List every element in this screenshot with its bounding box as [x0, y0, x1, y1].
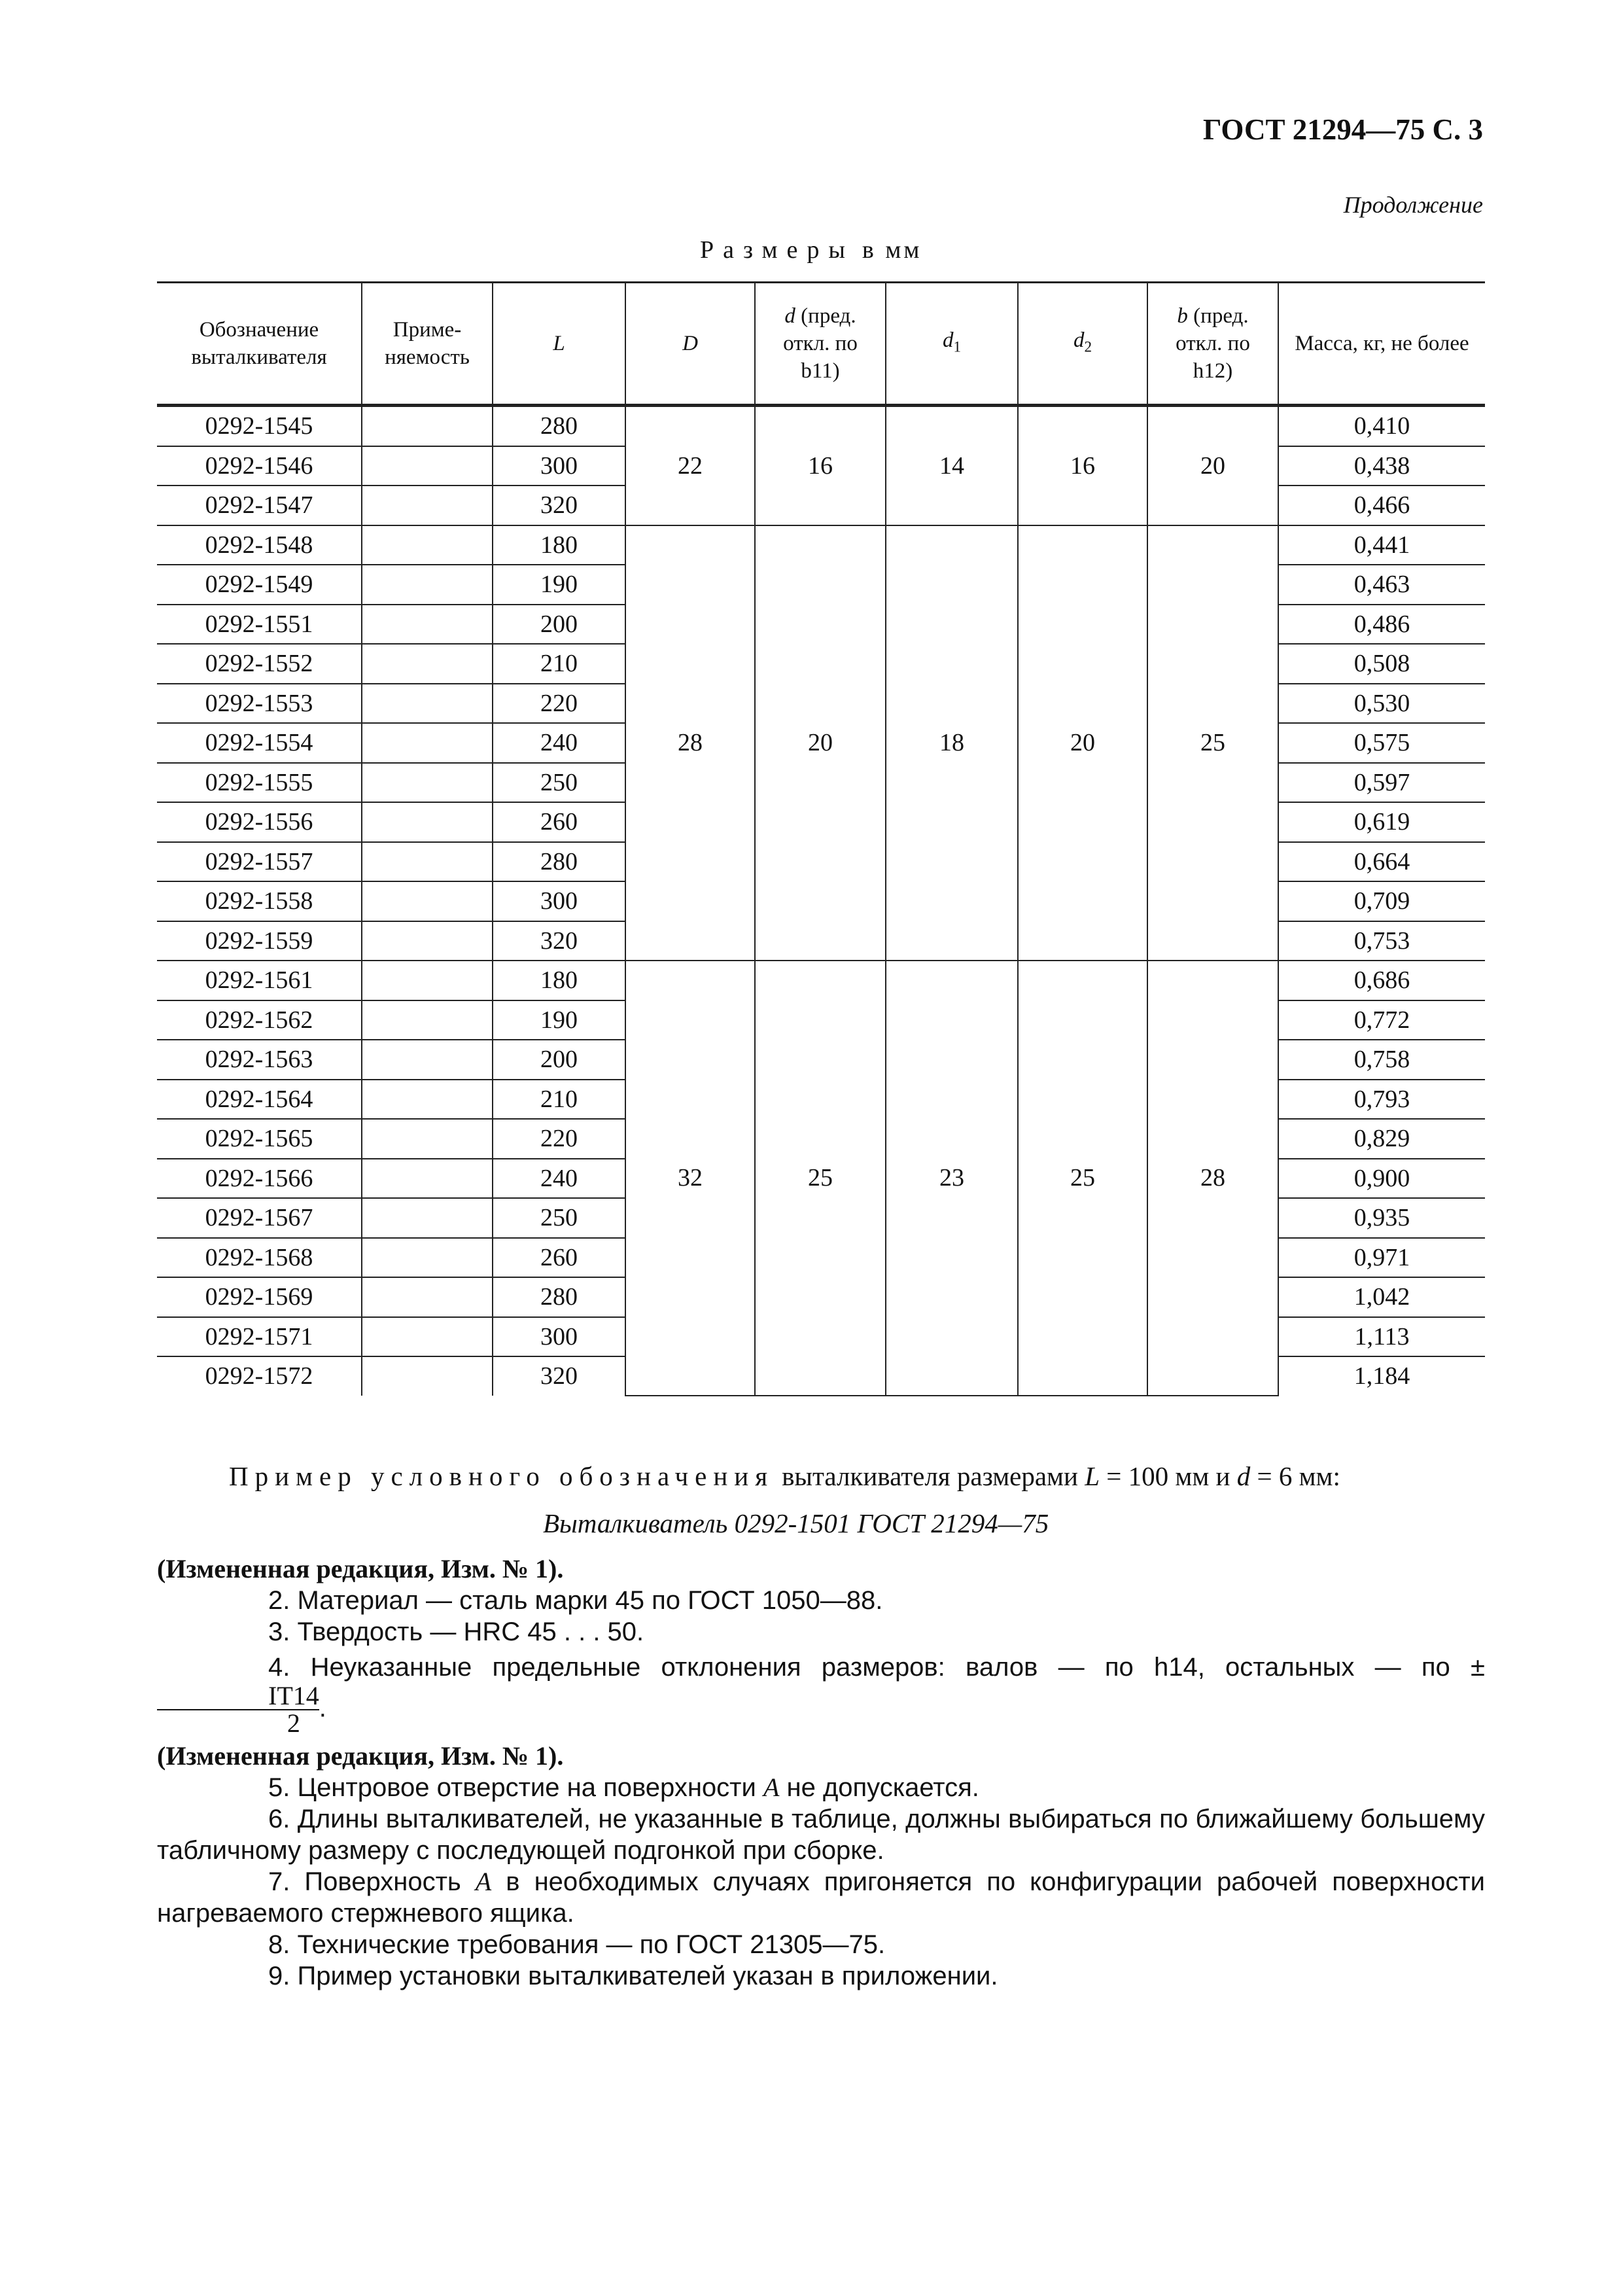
- cell-L: 250: [493, 763, 625, 803]
- cell-L: 320: [493, 1356, 625, 1396]
- document-reference: ГОСТ 21294—75 С. 3: [1202, 113, 1483, 146]
- cell-L: 220: [493, 1119, 625, 1159]
- table-body: [157, 406, 1485, 1396]
- cell-designation: 0292-1552: [157, 644, 362, 684]
- cell-designation: 0292-1558: [157, 881, 362, 921]
- cell-L: 260: [493, 1238, 625, 1278]
- cell-designation: 0292-1556: [157, 802, 362, 842]
- cell-applicability: [362, 723, 493, 763]
- cell-mass: 1,113: [1278, 1317, 1485, 1357]
- note-3: 3. Твердость — HRC 45 . . . 50.: [268, 1617, 644, 1646]
- note-6: 6. Длины выталкивателей, не указанные в таблице, должны выбираться по ближайшему большему табличному размеру с последующей подгонкой при сборке.: [157, 1805, 1485, 1865]
- header-d2: $d_2$: [1018, 283, 1147, 406]
- cell-applicability: [362, 644, 493, 684]
- table-header-row: [157, 283, 1485, 406]
- cell-mass: 0,530: [1278, 684, 1485, 724]
- cell-D: 22: [625, 406, 755, 525]
- cell-L: 200: [493, 1040, 625, 1080]
- cell-designation: 0292-1569: [157, 1277, 362, 1317]
- cell-L: 240: [493, 1159, 625, 1199]
- cell-applicability: [362, 1040, 493, 1080]
- cell-mass: 0,686: [1278, 961, 1485, 1000]
- note-5: 5. Центровое отверстие на поверхности A не допускается.: [268, 1773, 979, 1802]
- cell-designation: 0292-1565: [157, 1119, 362, 1159]
- fraction-it14-2: $\frac{IT14}{2}$: [157, 1683, 319, 1737]
- cell-applicability: [362, 881, 493, 921]
- cell-mass: 0,753: [1278, 921, 1485, 961]
- cell-mass: 0,758: [1278, 1040, 1485, 1080]
- example-lead: Пример условного обозначения: [229, 1461, 775, 1491]
- cell-mass: 0,438: [1278, 446, 1485, 486]
- cell-L: 190: [493, 565, 625, 605]
- example-text-b: = 100 мм и: [1100, 1461, 1237, 1491]
- cell-designation: 0292-1545: [157, 406, 362, 446]
- cell-L: 260: [493, 802, 625, 842]
- header-L: L: [493, 283, 625, 406]
- cell-designation: 0292-1566: [157, 1159, 362, 1199]
- cell-mass: 0,793: [1278, 1080, 1485, 1120]
- cell-applicability: [362, 842, 493, 882]
- cell-mass: 0,597: [1278, 763, 1485, 803]
- cell-L: 200: [493, 605, 625, 645]
- cell-applicability: [362, 802, 493, 842]
- cell-designation: 0292-1549: [157, 565, 362, 605]
- cell-L: 280: [493, 1277, 625, 1317]
- header-b: b (пред. откл. по h12): [1147, 283, 1278, 406]
- cell-designation: 0292-1547: [157, 486, 362, 525]
- header-mass: Масса, кг, не более: [1278, 283, 1485, 406]
- cell-applicability: [362, 565, 493, 605]
- note-9: 9. Пример установки выталкивателей указан в приложении.: [268, 1962, 998, 1990]
- cell-mass: 0,508: [1278, 644, 1485, 684]
- cell-applicability: [362, 1198, 493, 1238]
- cell-mass: 0,486: [1278, 605, 1485, 645]
- cell-mass: 0,619: [1278, 802, 1485, 842]
- cell-L: 280: [493, 406, 625, 446]
- cell-applicability: [362, 605, 493, 645]
- cell-d: 25: [755, 961, 886, 1396]
- cell-D: 28: [625, 525, 755, 961]
- cell-designation: 0292-1554: [157, 723, 362, 763]
- cell-designation: 0292-1562: [157, 1000, 362, 1040]
- cell-mass: 0,664: [1278, 842, 1485, 882]
- cell-mass: 1,184: [1278, 1356, 1485, 1396]
- cell-L: 300: [493, 446, 625, 486]
- cell-mass: 0,575: [1278, 723, 1485, 763]
- cell-applicability: [362, 406, 493, 446]
- cell-d: 20: [755, 525, 886, 961]
- example-text-a: выталкивателя размерами: [782, 1461, 1085, 1491]
- header-designation: Обозначение выталкивателя: [157, 283, 362, 406]
- continuation-label: Продолжение: [1343, 192, 1483, 218]
- example-d: d: [1236, 1461, 1251, 1491]
- cell-mass: 0,772: [1278, 1000, 1485, 1040]
- cell-designation: 0292-1555: [157, 763, 362, 803]
- cell-designation: 0292-1553: [157, 684, 362, 724]
- cell-d1: 23: [886, 961, 1018, 1396]
- header-d: d (пред. откл. по b11): [755, 283, 886, 406]
- edit-note-1: (Измененная редакция, Изм. № 1).: [157, 1554, 564, 1583]
- note-2: 2. Материал — сталь марки 45 по ГОСТ 1050—88.: [268, 1586, 883, 1615]
- cell-mass: 0,829: [1278, 1119, 1485, 1159]
- cell-L: 250: [493, 1198, 625, 1238]
- cell-mass: 0,466: [1278, 486, 1485, 525]
- cell-mass: 0,463: [1278, 565, 1485, 605]
- cell-d2: 20: [1018, 525, 1147, 961]
- cell-applicability: [362, 1159, 493, 1199]
- cell-L: 280: [493, 842, 625, 882]
- cell-applicability: [362, 486, 493, 525]
- cell-designation: 0292-1559: [157, 921, 362, 961]
- cell-designation: 0292-1546: [157, 446, 362, 486]
- cell-applicability: [362, 1000, 493, 1040]
- example-L: L: [1085, 1461, 1100, 1491]
- cell-applicability: [362, 763, 493, 803]
- cell-L: 300: [493, 1317, 625, 1357]
- cell-applicability: [362, 1238, 493, 1278]
- note-4: 4. Неуказанные предельные отклонения размеров: валов — по h14, остальных — по ± $\frac{IT14}{2}$ .: [157, 1651, 1485, 1737]
- note-7: 7. Поверхность A в необходимых случаях пригоняется по конфигурации рабочей поверхности нагреваемого стержневого ящика.: [157, 1867, 1485, 1928]
- cell-D: 32: [625, 961, 755, 1396]
- cell-applicability: [362, 1277, 493, 1317]
- cell-d2: 16: [1018, 406, 1147, 525]
- cell-L: 300: [493, 881, 625, 921]
- cell-applicability: [362, 921, 493, 961]
- cell-b: 25: [1147, 525, 1278, 961]
- cell-L: 240: [493, 723, 625, 763]
- cell-applicability: [362, 446, 493, 486]
- table-row: [157, 961, 1485, 1000]
- cell-designation: 0292-1548: [157, 525, 362, 565]
- cell-designation: 0292-1568: [157, 1238, 362, 1278]
- cell-d: 16: [755, 406, 886, 525]
- cell-mass: 0,935: [1278, 1198, 1485, 1238]
- example-text-c: = 6 мм:: [1250, 1461, 1340, 1491]
- cell-mass: 0,410: [1278, 406, 1485, 446]
- cell-L: 210: [493, 644, 625, 684]
- cell-L: 210: [493, 1080, 625, 1120]
- edit-note-2: (Измененная редакция, Изм. № 1).: [157, 1741, 564, 1771]
- cell-designation: 0292-1561: [157, 961, 362, 1000]
- cell-b: 20: [1147, 406, 1278, 525]
- cell-designation: 0292-1551: [157, 605, 362, 645]
- header-d1: $d_1$: [886, 283, 1018, 406]
- header-D: D: [625, 283, 755, 406]
- cell-applicability: [362, 525, 493, 565]
- cell-applicability: [362, 1119, 493, 1159]
- cell-L: 320: [493, 486, 625, 525]
- notes-section: [157, 1553, 1485, 1992]
- cell-designation: 0292-1567: [157, 1198, 362, 1238]
- cell-mass: 0,441: [1278, 525, 1485, 565]
- cell-designation: 0292-1557: [157, 842, 362, 882]
- cell-d2: 25: [1018, 961, 1147, 1396]
- cell-applicability: [362, 1317, 493, 1357]
- cell-b: 28: [1147, 961, 1278, 1396]
- cell-applicability: [362, 1356, 493, 1396]
- dimensions-table: [157, 281, 1485, 1396]
- table-row: [157, 525, 1485, 565]
- cell-L: 190: [493, 1000, 625, 1040]
- example-designation: Выталкиватель 0292-1501 ГОСТ 21294—75: [543, 1508, 1049, 1538]
- cell-designation: 0292-1572: [157, 1356, 362, 1396]
- cell-mass: 0,709: [1278, 881, 1485, 921]
- header-applicability: Приме- няемость: [362, 283, 493, 406]
- cell-designation: 0292-1571: [157, 1317, 362, 1357]
- cell-d1: 14: [886, 406, 1018, 525]
- cell-applicability: [362, 684, 493, 724]
- cell-d1: 18: [886, 525, 1018, 961]
- cell-applicability: [362, 961, 493, 1000]
- cell-mass: 0,971: [1278, 1238, 1485, 1278]
- cell-L: 220: [493, 684, 625, 724]
- example-line: [229, 1460, 1340, 1492]
- units-caption: [700, 236, 922, 264]
- cell-L: 320: [493, 921, 625, 961]
- table-row: [157, 406, 1485, 446]
- note-8: 8. Технические требования — по ГОСТ 21305—75.: [268, 1930, 886, 1959]
- cell-mass: 1,042: [1278, 1277, 1485, 1317]
- cell-applicability: [362, 1080, 493, 1120]
- cell-designation: 0292-1563: [157, 1040, 362, 1080]
- cell-mass: 0,900: [1278, 1159, 1485, 1199]
- units-caption-b: в мм: [862, 236, 922, 264]
- cell-L: 180: [493, 525, 625, 565]
- cell-L: 180: [493, 961, 625, 1000]
- cell-designation: 0292-1564: [157, 1080, 362, 1120]
- units-caption-a: Размеры: [700, 236, 854, 264]
